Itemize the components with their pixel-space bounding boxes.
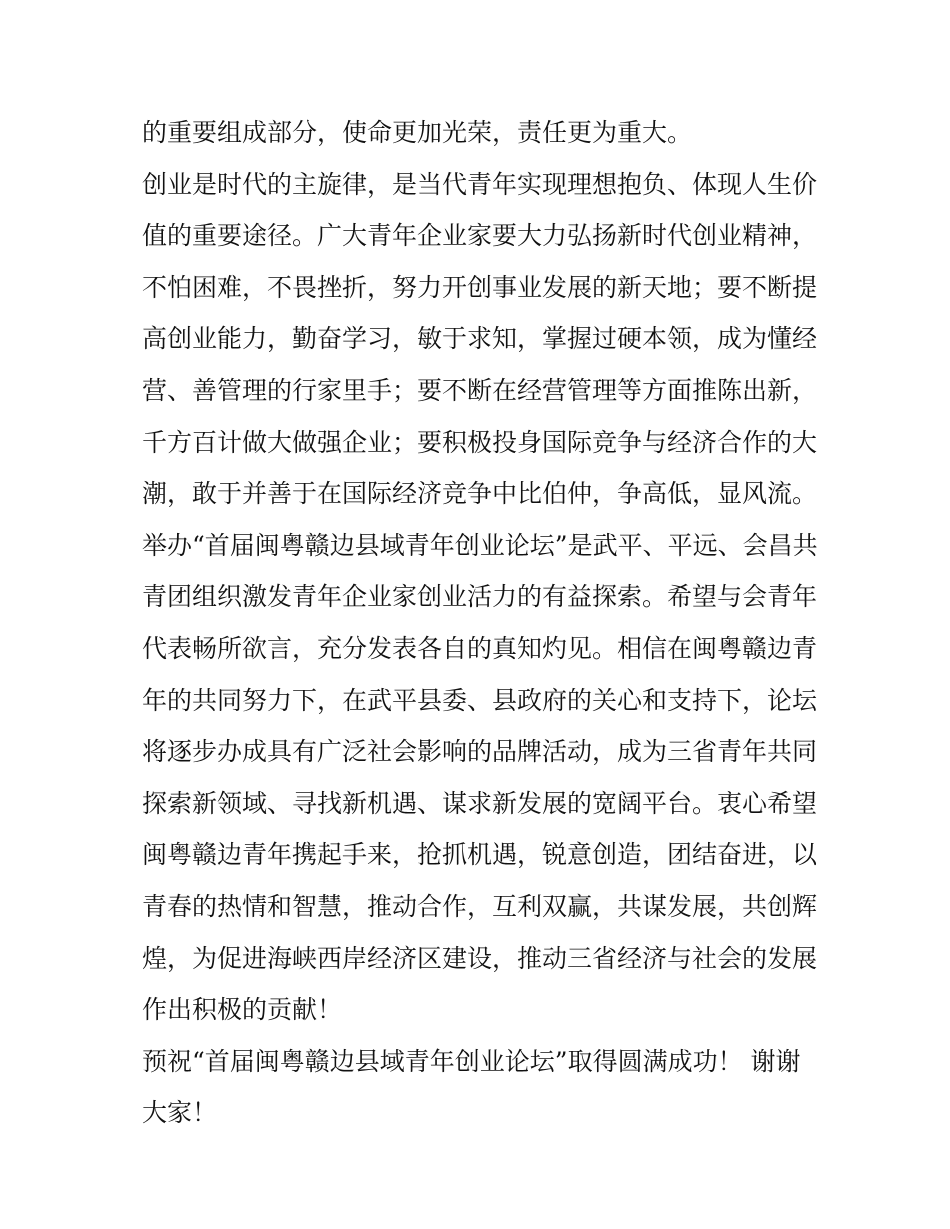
text-line: 将逐步办成具有广泛社会影响的品牌活动，成为三省青年共同 bbox=[142, 737, 818, 767]
paragraph-3 bbox=[142, 520, 818, 1036]
text-line: 煌，为促进海峡西岸经济区建设，推动三省经济与社会的发展 bbox=[142, 943, 818, 973]
text-line: 预祝“首届闽粤赣边县域青年创业论坛”取得圆满成功！ 谢谢 bbox=[142, 1046, 801, 1076]
paragraph-4 bbox=[142, 1036, 818, 1139]
text-line: 创业是时代的主旋律，是当代青年实现理想抱负、体现人生价 bbox=[142, 169, 818, 199]
text-line: 探索新领域、寻找新机遇、谋求新发展的宽阔平台。衷心希望 bbox=[142, 788, 818, 818]
text-line: 青春的热情和智慧，推动合作，互利双赢，共谋发展，共创辉 bbox=[142, 891, 818, 921]
text-line: 值的重要途径。广大青年企业家要大力弘扬新时代创业精神， bbox=[142, 221, 818, 251]
body-text bbox=[142, 107, 818, 1139]
text-line: 青团组织激发青年企业家创业活力的有益探索。希望与会青年 bbox=[142, 582, 818, 612]
text-line: 年的共同努力下，在武平县委、县政府的关心和支持下，论坛 bbox=[142, 685, 818, 715]
text-line: 潮，敢于并善于在国际经济竞争中比伯仲，争高低，显风流。 bbox=[142, 479, 818, 509]
text-line: 千方百计做大做强企业；要积极投身国际竞争与经济合作的大 bbox=[142, 427, 818, 457]
text-line: 大家！ bbox=[142, 1098, 218, 1128]
text-line: 高创业能力，勤奋学习，敏于求知，掌握过硬本领，成为懂经 bbox=[142, 324, 818, 354]
text-line: 闽粤赣边青年携起手来，抢抓机遇，锐意创造，团结奋进，以 bbox=[142, 840, 818, 870]
paragraph-2 bbox=[142, 159, 818, 520]
text-line: 举办“首届闽粤赣边县域青年创业论坛”是武平、平远、会昌共 bbox=[142, 530, 818, 560]
text-line: 作出积极的贡献！ bbox=[142, 995, 343, 1025]
text-line: 的重要组成部分，使命更加光荣，责任更为重大。 bbox=[142, 118, 693, 147]
paragraph-1 bbox=[142, 107, 818, 159]
text-line: 不怕困难，不畏挫折，努力开创事业发展的新天地；要不断提 bbox=[142, 272, 818, 302]
text-line: 营、善管理的行家里手；要不断在经营管理等方面推陈出新， bbox=[142, 375, 818, 405]
text-line: 代表畅所欲言，充分发表各自的真知灼见。相信在闽粤赣边青 bbox=[142, 633, 818, 663]
